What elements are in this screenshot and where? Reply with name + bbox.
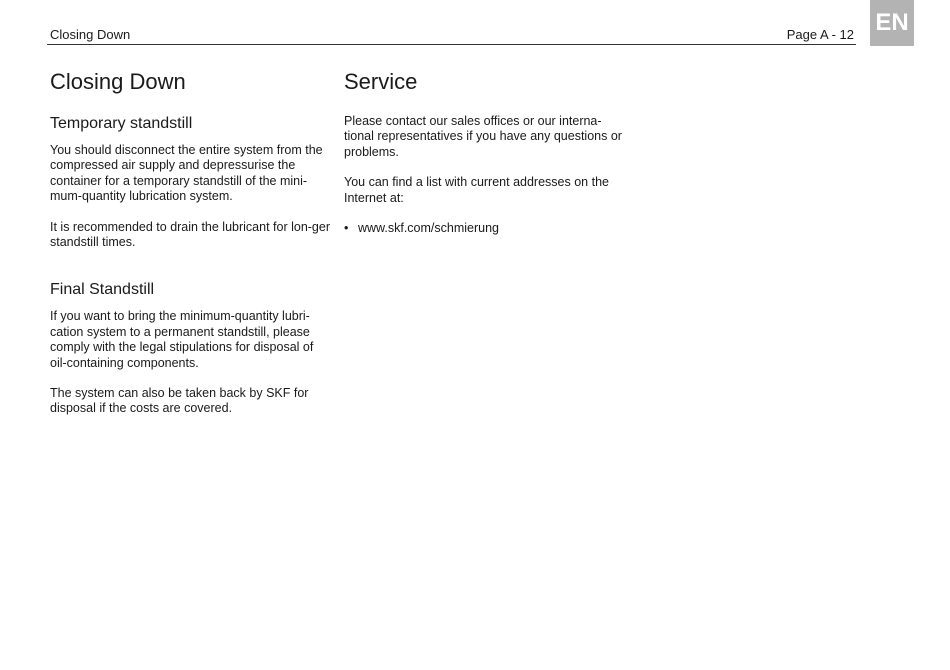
link-list <box>344 221 629 236</box>
left-column <box>50 68 330 432</box>
spacer <box>50 265 330 280</box>
paragraph: You can find a list with current addresses on the Internet at: <box>344 175 609 205</box>
subheading-temporary-standstill: Temporary standstill <box>50 115 193 132</box>
paragraph: The system can also be taken back by SKF for disposal if the costs are covered. <box>50 386 309 416</box>
running-header-title: Closing Down <box>50 27 131 42</box>
subheading-final-standstill: Final Standstill <box>50 281 155 299</box>
header-divider <box>47 44 856 45</box>
language-badge: EN <box>870 0 914 46</box>
section-title-service: Service <box>344 69 418 94</box>
bullet-icon: • <box>344 221 349 236</box>
paragraph: You should disconnect the entire system from the compressed air supply and depressurise the container for a temporary standstill of the mini-mum-quantity lubrication system. <box>50 143 323 204</box>
list-item <box>344 221 629 236</box>
paragraph: It is recommended to drain the lubricant for lon-ger standstill times. <box>50 219 330 250</box>
page-number: Page A - 12 <box>786 27 854 42</box>
paragraph: Please contact our sales offices or our interna-tional representatives if you have any questions or problems. <box>344 114 622 159</box>
paragraph: If you want to bring the minimum-quantity lubri-cation system to a permanent standstill, please comply with the legal stipulations for disposal of oil-containing components. <box>50 309 314 370</box>
website-link[interactable]: www.skf.com/schmierung <box>358 221 500 236</box>
right-column <box>344 68 629 236</box>
section-title-closing-down: Closing Down <box>50 69 186 94</box>
